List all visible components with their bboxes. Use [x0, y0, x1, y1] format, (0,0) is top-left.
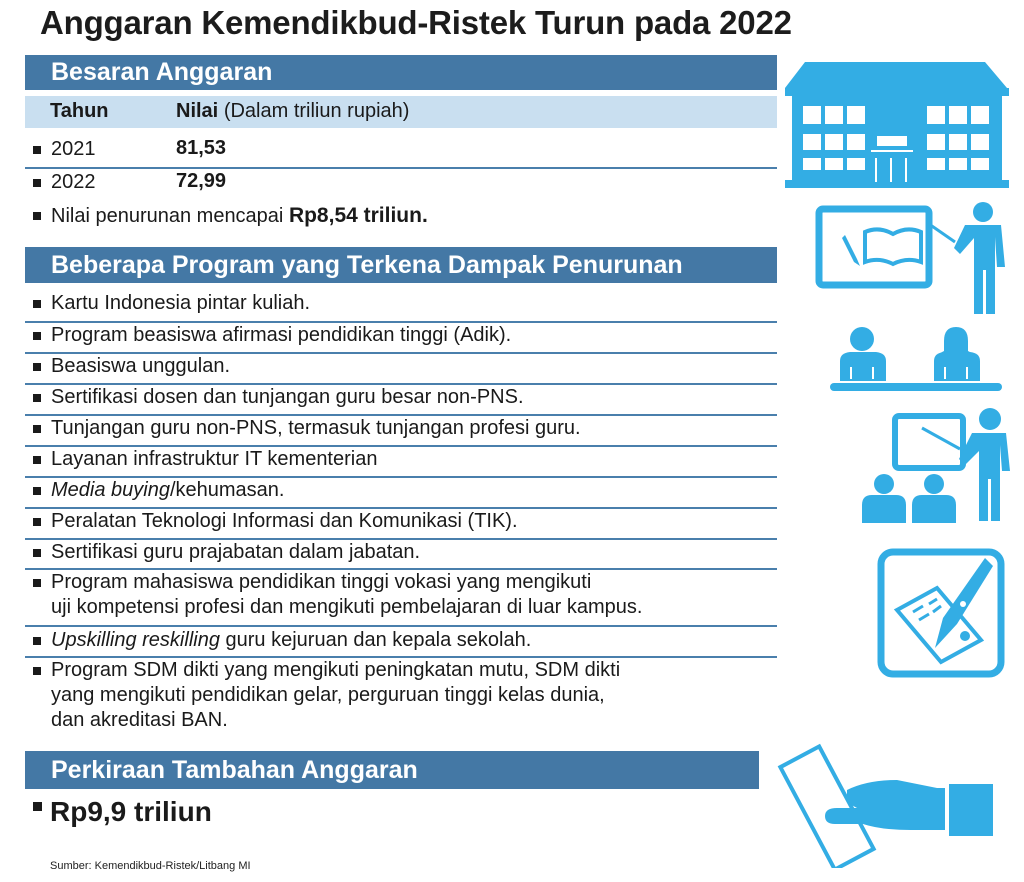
program-item: Sertifikasi dosen dan tunjangan guru besar non-PNS.: [51, 386, 524, 408]
budget-section-header: [25, 55, 777, 90]
column-header-value-label: Nilai: [176, 100, 219, 122]
program-item-line: yang mengikuti pendidikan gelar, perguruan tinggi kelas dunia,: [51, 684, 605, 706]
bullet-icon: [33, 802, 42, 811]
program-item: Kartu Indonesia pintar kuliah.: [51, 292, 311, 314]
program-item: [51, 570, 642, 620]
decline-text: [51, 203, 428, 229]
program-item-line: Program SDM dikti yang mengikuti peningkatan mutu, SDM dikti: [51, 659, 621, 681]
additional-section-header: [25, 751, 759, 789]
bullet-icon: [33, 179, 41, 187]
decline-value: Rp8,54 triliun.: [288, 204, 428, 227]
students-at-desk-icon: [830, 323, 1002, 391]
column-header-value-note: (Dalam triliun rupiah): [223, 100, 410, 122]
value-cell: 81,53: [176, 137, 227, 159]
program-item: Tunjangan guru non-PNS, termasuk tunjangan profesi guru.: [51, 417, 581, 439]
program-item: Peralatan Teknologi Informasi dan Komunikasi (TIK).: [51, 510, 518, 532]
divider: [25, 625, 777, 627]
program-item-line: Program mahasiswa pendidikan tinggi vokasi yang mengikuti: [51, 571, 592, 593]
budget-section-heading: Besaran Anggaran: [51, 58, 273, 86]
bullet-icon: [33, 637, 41, 645]
program-item-italic: Upskilling reskilling: [51, 629, 220, 651]
program-item-rest: guru kejuruan dan kepala sekolah.: [219, 629, 532, 651]
programs-section-header: [25, 247, 777, 283]
hand-holding-money-icon: [775, 738, 1005, 868]
bullet-icon: [33, 332, 41, 340]
bullet-icon: [33, 146, 41, 154]
page-title: Anggaran Kemendikbud-Ristek Turun pada 2022: [40, 4, 792, 41]
bullet-icon: [33, 300, 41, 308]
bullet-icon: [33, 363, 41, 371]
teacher-with-students-icon: [860, 405, 1010, 523]
signing-certificate-pen-icon: [877, 548, 1005, 678]
teacher-whiteboard-book-icon: [815, 198, 1005, 316]
program-item-line: uji kompetensi profesi dan mengikuti pembelajaran di luar kampus.: [51, 596, 643, 618]
column-header-value: [176, 100, 409, 123]
program-item: Beasiswa unggulan.: [51, 355, 231, 377]
bullet-icon: [33, 667, 41, 675]
programs-section-heading: Beberapa Program yang Terkena Dampak Penurunan: [51, 251, 683, 279]
bullet-icon: [33, 549, 41, 557]
source-note: Sumber: Kemendikbud-Ristek/Litbang MI: [50, 860, 251, 872]
program-item-italic: Media buying: [51, 479, 170, 501]
additional-section-heading: Perkiraan Tambahan Anggaran: [51, 756, 418, 784]
bullet-icon: [33, 456, 41, 464]
program-item-rest: /kehumasan.: [169, 479, 285, 501]
program-item: Program beasiswa afirmasi pendidikan tinggi (Adik).: [51, 324, 512, 346]
program-item: Sertifikasi guru prajabatan dalam jabatan.: [51, 541, 421, 563]
bullet-icon: [33, 579, 41, 587]
program-item: [51, 628, 531, 653]
divider: [25, 167, 777, 169]
bullet-icon: [33, 425, 41, 433]
bullet-icon: [33, 212, 41, 220]
year-cell: 2022: [51, 171, 96, 193]
program-item: [51, 478, 284, 503]
school-building-icon: [785, 62, 1009, 188]
column-header-year: Tahun: [50, 100, 109, 122]
program-item-line: dan akreditasi BAN.: [51, 709, 228, 731]
bullet-icon: [33, 518, 41, 526]
additional-budget-value: Rp9,9 triliun: [50, 796, 212, 827]
year-cell: 2021: [51, 138, 96, 160]
bullet-icon: [33, 394, 41, 402]
program-item: [51, 658, 620, 733]
bullet-icon: [33, 487, 41, 495]
decline-prefix: Nilai penurunan mencapai: [51, 205, 284, 227]
program-item: Layanan infrastruktur IT kementerian: [51, 448, 378, 470]
value-cell: 72,99: [176, 170, 227, 192]
